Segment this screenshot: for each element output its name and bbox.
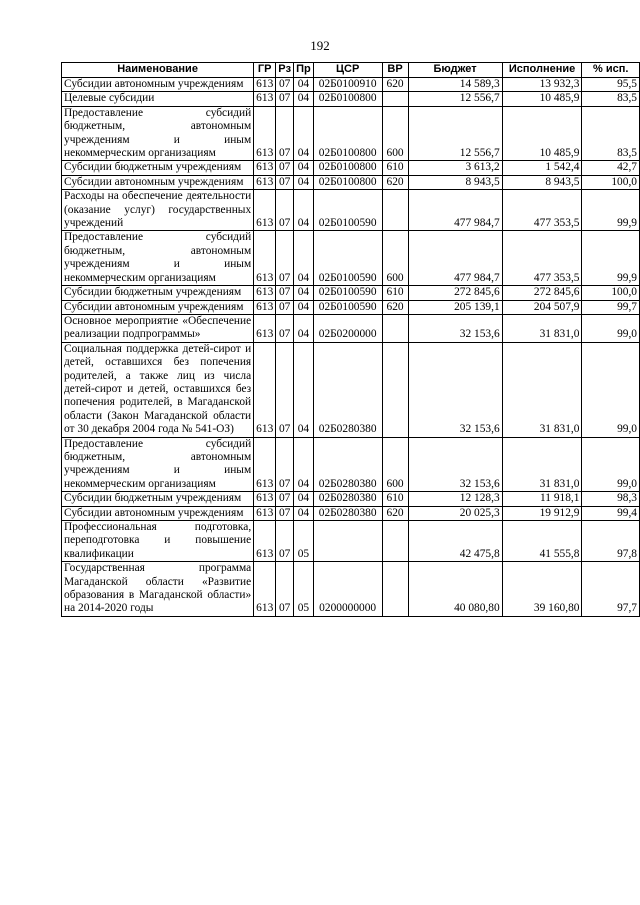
table-body [62, 78, 640, 617]
cell-percent: 99,0 [582, 342, 640, 437]
cell-csr: 02Б0100590 [313, 190, 382, 231]
header-vr: ВР [382, 63, 408, 78]
cell-vr: 600 [382, 437, 408, 492]
cell-vr: 620 [382, 300, 408, 314]
cell-gr: 613 [254, 231, 276, 286]
table-row [62, 92, 640, 106]
cell-pr: 04 [294, 492, 314, 506]
cell-rz: 07 [276, 106, 294, 161]
cell-percent: 99,9 [582, 190, 640, 231]
cell-name: Основное мероприятие «Обеспечение реализации подпрограммы» [62, 314, 254, 342]
cell-execution: 39 160,80 [502, 562, 582, 617]
cell-execution: 11 918,1 [502, 492, 582, 506]
cell-pr: 04 [294, 190, 314, 231]
cell-pr: 04 [294, 175, 314, 189]
cell-rz: 07 [276, 521, 294, 562]
cell-csr: 02Б0280380 [313, 437, 382, 492]
cell-pr: 04 [294, 231, 314, 286]
cell-csr: 02Б0100590 [313, 286, 382, 300]
cell-gr: 613 [254, 521, 276, 562]
header-percent: % исп. [582, 63, 640, 78]
cell-budget: 12 128,3 [408, 492, 502, 506]
cell-percent: 99,9 [582, 231, 640, 286]
cell-pr: 04 [294, 314, 314, 342]
cell-pr: 04 [294, 106, 314, 161]
cell-name: Субсидии бюджетным учреждениям [62, 161, 254, 175]
cell-gr: 613 [254, 175, 276, 189]
cell-csr: 02Б0280380 [313, 342, 382, 437]
cell-budget: 12 556,7 [408, 106, 502, 161]
table-row [62, 437, 640, 492]
cell-csr [313, 521, 382, 562]
cell-vr: 600 [382, 231, 408, 286]
cell-vr [382, 190, 408, 231]
cell-csr: 02Б0100590 [313, 300, 382, 314]
budget-table [61, 62, 640, 617]
cell-pr: 05 [294, 562, 314, 617]
cell-csr: 02Б0100800 [313, 175, 382, 189]
cell-percent: 83,5 [582, 92, 640, 106]
header-execution: Исполнение [502, 63, 582, 78]
cell-budget: 20 025,3 [408, 506, 502, 520]
cell-csr: 02Б0280380 [313, 506, 382, 520]
cell-budget: 14 589,3 [408, 78, 502, 92]
header-name: Наименование [62, 63, 254, 78]
cell-name: Субсидии автономным учреждениям [62, 175, 254, 189]
cell-rz: 07 [276, 175, 294, 189]
cell-gr: 613 [254, 492, 276, 506]
cell-percent: 42,7 [582, 161, 640, 175]
cell-execution: 10 485,9 [502, 106, 582, 161]
table-row [62, 342, 640, 437]
cell-percent: 100,0 [582, 286, 640, 300]
cell-name: Субсидии автономным учреждениям [62, 300, 254, 314]
cell-name: Субсидии автономным учреждениям [62, 78, 254, 92]
table-row [62, 506, 640, 520]
cell-percent: 98,3 [582, 492, 640, 506]
cell-percent: 99,4 [582, 506, 640, 520]
cell-budget: 32 153,6 [408, 437, 502, 492]
cell-execution: 31 831,0 [502, 437, 582, 492]
cell-csr: 02Б0100590 [313, 231, 382, 286]
cell-csr: 02Б0100910 [313, 78, 382, 92]
cell-budget: 477 984,7 [408, 190, 502, 231]
cell-name: Предоставление субсидий бюджетным, автономным учреждениям и иным некоммерческим организациям [62, 437, 254, 492]
cell-vr [382, 92, 408, 106]
cell-rz: 07 [276, 78, 294, 92]
cell-percent: 100,0 [582, 175, 640, 189]
table-row [62, 78, 640, 92]
cell-rz: 07 [276, 286, 294, 300]
cell-execution: 477 353,5 [502, 231, 582, 286]
cell-pr: 04 [294, 286, 314, 300]
cell-percent: 99,0 [582, 314, 640, 342]
cell-budget: 42 475,8 [408, 521, 502, 562]
cell-gr: 613 [254, 342, 276, 437]
header-rz: Рз [276, 63, 294, 78]
cell-percent: 99,0 [582, 437, 640, 492]
cell-gr: 613 [254, 161, 276, 175]
cell-rz: 07 [276, 562, 294, 617]
cell-pr: 04 [294, 78, 314, 92]
header-row [62, 63, 640, 78]
cell-csr: 02Б0100800 [313, 106, 382, 161]
table-row [62, 314, 640, 342]
cell-rz: 07 [276, 506, 294, 520]
cell-percent: 95,5 [582, 78, 640, 92]
cell-name: Предоставление субсидий бюджетным, автономным учреждениям и иным некоммерческим организациям [62, 231, 254, 286]
table-row [62, 300, 640, 314]
cell-gr: 613 [254, 78, 276, 92]
cell-percent: 83,5 [582, 106, 640, 161]
cell-rz: 07 [276, 437, 294, 492]
cell-name: Расходы на обеспечение деятельности (оказание услуг) государственных учреждений [62, 190, 254, 231]
cell-budget: 3 613,2 [408, 161, 502, 175]
cell-budget: 477 984,7 [408, 231, 502, 286]
cell-percent: 97,8 [582, 521, 640, 562]
table-row [62, 562, 640, 617]
cell-rz: 07 [276, 161, 294, 175]
cell-gr: 613 [254, 300, 276, 314]
cell-gr: 613 [254, 190, 276, 231]
table-row [62, 231, 640, 286]
cell-budget: 12 556,7 [408, 92, 502, 106]
cell-rz: 07 [276, 92, 294, 106]
cell-execution: 10 485,9 [502, 92, 582, 106]
cell-execution: 1 542,4 [502, 161, 582, 175]
cell-gr: 613 [254, 506, 276, 520]
page-number: 192 [310, 38, 330, 53]
cell-name: Субсидии автономным учреждениям [62, 506, 254, 520]
cell-execution: 41 555,8 [502, 521, 582, 562]
table-row [62, 161, 640, 175]
table-row [62, 286, 640, 300]
cell-execution: 13 932,3 [502, 78, 582, 92]
cell-percent: 99,7 [582, 300, 640, 314]
cell-gr: 613 [254, 314, 276, 342]
cell-vr: 620 [382, 175, 408, 189]
header-budget: Бюджет [408, 63, 502, 78]
cell-rz: 07 [276, 492, 294, 506]
header-csr: ЦСР [313, 63, 382, 78]
header-pr: Пр [294, 63, 314, 78]
cell-pr: 04 [294, 342, 314, 437]
cell-budget: 8 943,5 [408, 175, 502, 189]
cell-rz: 07 [276, 314, 294, 342]
cell-name: Профессиональная подготовка, переподготовка и повышение квалификации [62, 521, 254, 562]
cell-rz: 07 [276, 342, 294, 437]
table-row [62, 521, 640, 562]
cell-gr: 613 [254, 562, 276, 617]
table-row [62, 492, 640, 506]
cell-vr [382, 342, 408, 437]
header-gr: ГР [254, 63, 276, 78]
cell-budget: 205 139,1 [408, 300, 502, 314]
cell-vr: 620 [382, 78, 408, 92]
cell-pr: 05 [294, 521, 314, 562]
cell-execution: 204 507,9 [502, 300, 582, 314]
cell-vr: 610 [382, 161, 408, 175]
cell-budget: 272 845,6 [408, 286, 502, 300]
cell-pr: 04 [294, 92, 314, 106]
cell-name: Предоставление субсидий бюджетным, автономным учреждениям и иным некоммерческим организациям [62, 106, 254, 161]
cell-pr: 04 [294, 437, 314, 492]
cell-vr [382, 521, 408, 562]
cell-name: Государственная программа Магаданской области «Развитие образования в Магаданской области» на 2014-2020 годы [62, 562, 254, 617]
cell-pr: 04 [294, 161, 314, 175]
cell-pr: 04 [294, 300, 314, 314]
cell-execution: 477 353,5 [502, 190, 582, 231]
table-row [62, 175, 640, 189]
cell-rz: 07 [276, 300, 294, 314]
cell-percent: 97,7 [582, 562, 640, 617]
cell-budget: 32 153,6 [408, 342, 502, 437]
cell-vr: 610 [382, 286, 408, 300]
cell-csr: 0200000000 [313, 562, 382, 617]
cell-csr: 02Б0100800 [313, 92, 382, 106]
cell-gr: 613 [254, 106, 276, 161]
cell-vr: 600 [382, 106, 408, 161]
cell-gr: 613 [254, 286, 276, 300]
cell-name: Целевые субсидии [62, 92, 254, 106]
table-row [62, 190, 640, 231]
cell-csr: 02Б0280380 [313, 492, 382, 506]
cell-vr [382, 562, 408, 617]
cell-gr: 613 [254, 437, 276, 492]
cell-vr: 620 [382, 506, 408, 520]
cell-csr: 02Б0100800 [313, 161, 382, 175]
cell-execution: 272 845,6 [502, 286, 582, 300]
table-row [62, 106, 640, 161]
cell-name: Субсидии бюджетным учреждениям [62, 286, 254, 300]
cell-name: Социальная поддержка детей-сирот и детей, оставшихся без попечения родителей, а также лиц из числа детей-сирот и детей, оставшихся без попечения родителей, в Магаданской области (Закон Магаданской области от 30 декабря 2004 года № 541-ОЗ) [62, 342, 254, 437]
cell-gr: 613 [254, 92, 276, 106]
cell-csr: 02Б0200000 [313, 314, 382, 342]
cell-name: Субсидии бюджетным учреждениям [62, 492, 254, 506]
cell-budget: 32 153,6 [408, 314, 502, 342]
cell-rz: 07 [276, 231, 294, 286]
cell-execution: 8 943,5 [502, 175, 582, 189]
cell-execution: 31 831,0 [502, 314, 582, 342]
cell-vr: 610 [382, 492, 408, 506]
cell-budget: 40 080,80 [408, 562, 502, 617]
cell-execution: 19 912,9 [502, 506, 582, 520]
cell-pr: 04 [294, 506, 314, 520]
cell-vr [382, 314, 408, 342]
cell-rz: 07 [276, 190, 294, 231]
cell-execution: 31 831,0 [502, 342, 582, 437]
